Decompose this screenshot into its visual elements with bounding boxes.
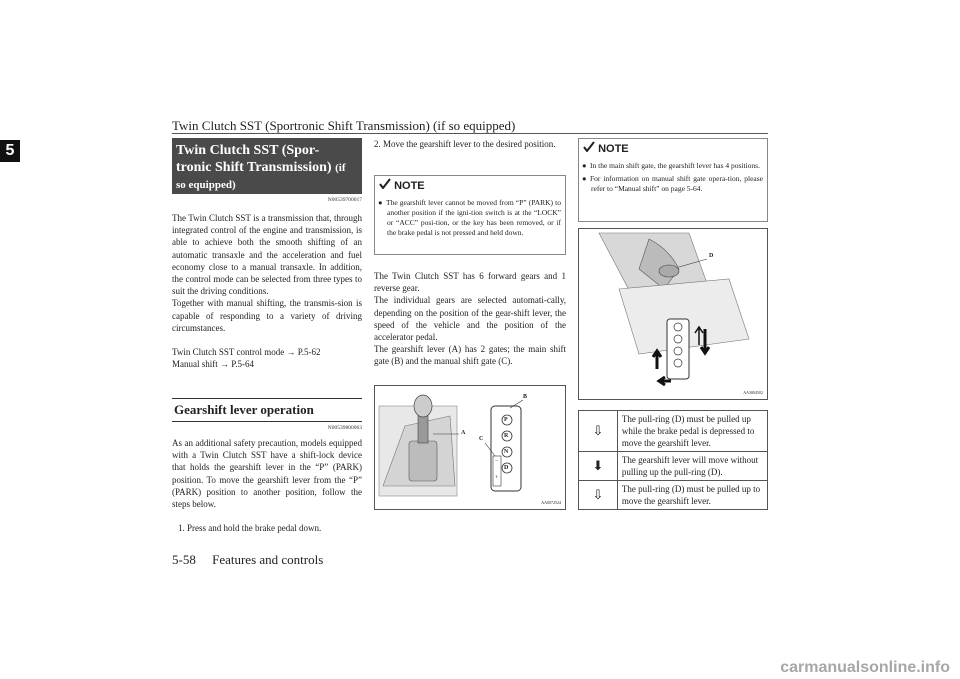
header-rule	[172, 133, 768, 134]
note-header	[375, 176, 565, 196]
cross-reference-link[interactable]: Manual shift → P.5-64	[172, 359, 254, 370]
paragraph: The individual gears are selected automati-cally, depending on the position of the gear-shift lever, the speed of the vehicle and the position of the accelerator pedal.	[374, 295, 566, 343]
note-label: NOTE	[394, 180, 425, 192]
label-a: A	[461, 430, 466, 436]
solid-down-arrow-icon: ⬇	[579, 452, 618, 481]
section-code: N00539700017	[327, 197, 362, 203]
section-heading-twin-clutch	[172, 138, 362, 194]
label-d: D	[709, 253, 714, 259]
step-2-block	[374, 138, 566, 150]
gearshift-text	[172, 437, 362, 534]
note-box	[578, 138, 768, 222]
gate-plus: +	[495, 475, 499, 481]
cross-reference-link[interactable]: Twin Clutch SST control mode → P.5-62	[172, 347, 321, 358]
paragraph: The Twin Clutch SST is a transmission that, through integrated control of the engine and transmission, is able to achieve both the smooth shifting of an automatic transaxle and the acceleration and fuel economy close to a manual transaxle. In addition, the control mode can be selected from three types to suit the driving conditions.	[172, 213, 362, 297]
note-header	[579, 139, 767, 159]
intro-text	[172, 212, 362, 370]
paragraph: As an additional safety precaution, models equipped with a Twin Clutch SST have a shift-lock device that holds the gearshift lever in the “P” (PARK) position. To move the gearshift lever from the “P” (PARK) position to another position, follow the steps below.	[172, 438, 362, 510]
note-content	[375, 196, 565, 245]
note-box	[374, 175, 566, 255]
heading-line3: so equipped)	[176, 179, 236, 191]
gearshift-figure	[374, 385, 566, 510]
pull-ring-figure	[578, 228, 768, 400]
legend-row	[579, 452, 768, 481]
chapter-tab[interactable]: 5	[0, 140, 20, 162]
paragraph: The Twin Clutch SST has 6 forward gears and 1 reverse gear.	[374, 271, 566, 294]
step-1: 1. Press and hold the brake pedal down.	[178, 523, 322, 534]
note-content	[579, 159, 767, 201]
gate-r: R	[504, 433, 509, 439]
label-b: B	[523, 394, 528, 400]
paragraph: The gearshift lever (A) has 2 gates; the main shift gate (B) and the manual shift gate (C).	[374, 344, 566, 367]
legend-row	[579, 481, 768, 510]
col2-text	[374, 270, 566, 368]
pull-ring-illustration	[579, 229, 767, 399]
outline-down-arrow-icon: ⇩	[579, 411, 618, 452]
legend-text: The pull-ring (D) must be pulled up to move the gearshift lever.	[617, 481, 767, 510]
legend-row	[579, 411, 768, 452]
legend-text: The gearshift lever will move without pulling up the pull-ring (D).	[617, 452, 767, 481]
bullet-icon: ●	[582, 174, 587, 183]
arrow-legend	[578, 410, 768, 510]
note-label: NOTE	[598, 143, 629, 155]
step-2: 2. Move the gearshift lever to the desired position.	[374, 139, 556, 149]
footer-section: Features and controls	[212, 552, 324, 567]
gate-n: N	[504, 449, 509, 455]
page-number: 5-58	[172, 552, 196, 567]
gate-p: P	[504, 417, 508, 423]
label-c: C	[479, 436, 484, 442]
gate-minus: −	[495, 458, 499, 464]
figure-code: AA3004502	[743, 390, 763, 395]
bullet-icon: ●	[378, 198, 383, 207]
gate-d: D	[504, 465, 509, 471]
legend-table	[578, 410, 768, 510]
note-icon	[379, 180, 394, 192]
section-code: N00539800063	[327, 425, 362, 431]
note-item: For information on manual shift gate opera-tion, please refer to “Manual shift” on page 5-64.	[590, 174, 763, 193]
gearshift-illustration	[375, 386, 565, 509]
heading-line2: tronic Shift Transmission) (if	[176, 160, 346, 175]
note-item: The gearshift lever cannot be moved from “P” (PARK) to another position if the igni-tion switch is at the “LOCK” or “ACC” posi-tion, or the key has been removed, or if the brake pedal is not pressed and held down.	[386, 198, 561, 237]
watermark-link[interactable]: carmanualsonline.info	[0, 659, 960, 679]
hollow-down-arrow-icon: ⇩	[579, 481, 618, 510]
note-item: In the main shift gate, the gearshift lever has 4 positions.	[590, 161, 760, 170]
page-footer	[172, 552, 323, 568]
bullet-icon: ●	[582, 161, 587, 170]
section-heading-gearshift: Gearshift lever operation	[172, 398, 362, 422]
note-icon	[583, 143, 598, 155]
page-header-title: Twin Clutch SST (Sportronic Shift Transmission) (if so equipped)	[172, 118, 516, 133]
figure-code: AA0072524	[541, 500, 561, 505]
paragraph: Together with manual shifting, the transmis-sion is capable of responding to a variety of driving circumstances.	[172, 298, 362, 333]
legend-text: The pull-ring (D) must be pulled up while the brake pedal is depressed to move the gearshift lever.	[617, 411, 767, 452]
heading-line1: Twin Clutch SST (Spor-	[176, 143, 320, 158]
